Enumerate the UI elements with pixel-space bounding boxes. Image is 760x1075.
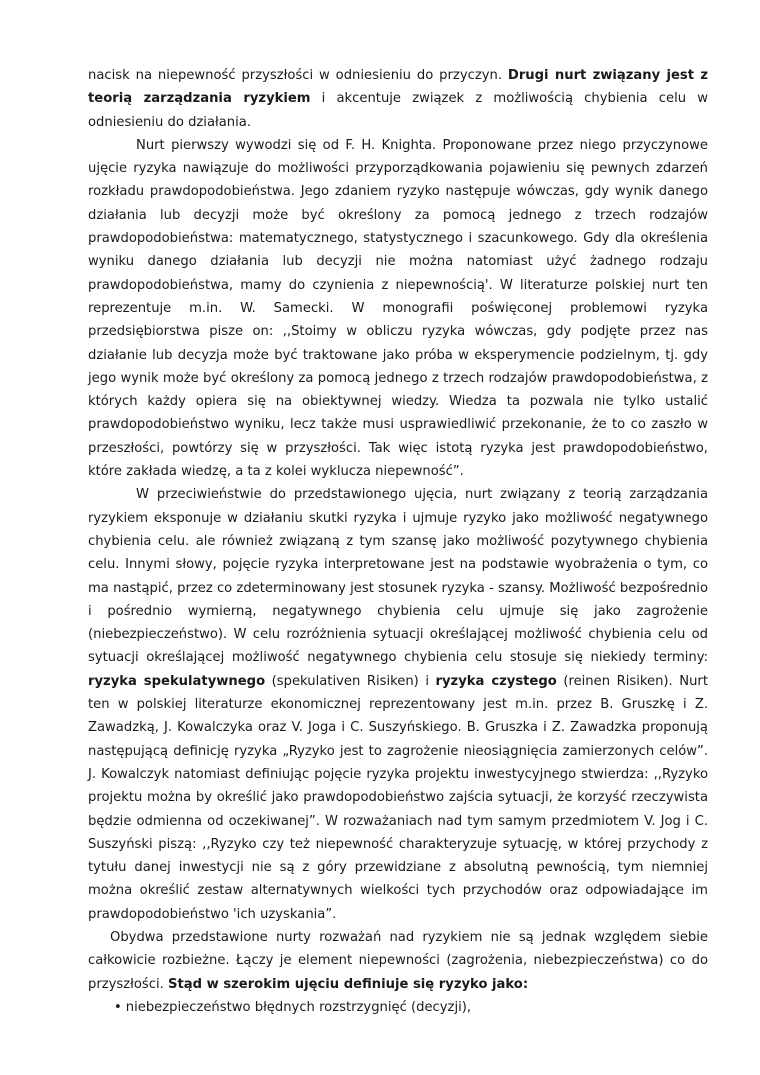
paragraph-1-text-b: i akcentuje związek z możliwością chybienia celu w odniesieniu do działania. bbox=[88, 91, 708, 130]
paragraph-4-text: Obydwa przedstawione nurty rozważań nad ryzykiem nie są jednak względem siebie całkowicie rozbieżne. Łączy je element niepewności (zagrożenia, niebezpieczeństwa) co do przyszłości. bbox=[88, 929, 708, 992]
bullet-marker: • bbox=[114, 999, 122, 1015]
paragraph-1 bbox=[88, 64, 708, 134]
paragraph-3-bold-speculative: ryzyka spekulatywnego bbox=[88, 673, 266, 689]
paragraph-2-text: Nurt pierwszy wywodzi się od F. H. Knighta. Proponowane przez niego przyczynowe ujęcie ryzyka nawiązuje do możliwości przyporządkowania pojawieniu się pewnych zdarzeń rozkładu prawdopodobieństwa. Jego zdaniem ryzyko następuje wówczas, gdy wynik danego działania lub decyzji może być określony za pomocą jednego z trzech rodzajów prawdopodobieństwa: matematycznego, statystycznego i szacunkowego. Gdy dla określenia wyniku danego działania lub decyzji nie można natomiast użyć żadnego rodzaju prawdopodobieństwa, mamy do czynienia z niepewnością'. W literaturze polskiej nurt ten reprezentuje m.in. W. Samecki. W monografii poświęconej problemowi ryzyka przedsiębiorstwa pisze on: ,,Stoimy w obliczu ryzyka wówczas, gdy podjęte przez nas działanie lub decyzja może być traktowane jako próba w eksperymencie podzielnym, tj. gdy jego wynik może być określony za pomocą jednego z trzech rodzajów prawdopodobieństwa, z których każdy opiera się na obiektywnej wiedzy. Wiedza ta pozwala nie tylko ustalić prawdopodobieństwo wyniku, lecz także musi usprawiedliwić przekonanie, że to co zaszło w przeszłości, powtórzy się w przyszłości. Tak więc istotą ryzyka jest prawdopodobieństwo, które zakłada wiedzę, a ta z kolei wyklucza niepewność”. bbox=[88, 137, 708, 480]
paragraph-3-text-a: W przeciwieństwie do przedstawionego ujęcia, nurt związany z teorią zarządzania ryzykiem eksponuje w działaniu skutki ryzyka i ujmuje ryzyko jako możliwość negatywnego chybienia celu. ale również związaną z tym szansę jako możliwość pozytywnego chybienia celu. Innymi słowy, pojęcie ryzyka interpretowane jest na podstawie wyobrażenia o tym, co ma nastąpić, przez co zdeterminowany jest stosunek ryzyka - szansy. Możliwość bezpośrednio i pośrednio wymierną, negatywnego chybienia celu ujmuje się jako zagrożenie (niebezpieczeństwo). W celu rozróżnienia sytuacji określającej możliwość chybienia celu od sytuacji określającej możliwość negatywnego chybienia celu stosuje się niekiedy terminy: bbox=[88, 487, 708, 666]
paragraph-3-text-c: (reinen Risiken). Nurt ten w polskiej literaturze ekonomicznej reprezentowany jest m.in. przez B. Gruszkę i Z. Zawadzką, J. Kowalczyka oraz V. Joga i C. Suszyńskiego. B. Gruszka i Z. Zawadzka proponują następującą definicję ryzyka „Ryzyko jest to zagrożenie nieosiągnięcia zamierzonych celów”. J. Kowalczyk natomiast definiując pojęcie ryzyka projektu inwestycyjnego stwierdza: ,,Ryzyko projektu można by określić jako prawdopodobieństwo zajścia sytuacji, że korzyść rzeczywista będzie odmienna od oczekiwanej”. W rozważaniach nad tym samym przedmiotem V. Jog i C. Suszyński piszą: ,,Ryzyko czy też niepewność charakteryzuje sytuację, w której przychody z tytułu danej inwestycji nie są z góry przewidziane z absolutną pewnością, tym niemniej można określić zestaw alternatywnych wielkości tych przychodów oraz odpowiadające im prawdopodobieństwo 'ich uzyskania”. bbox=[88, 673, 708, 922]
document-page bbox=[88, 64, 708, 1019]
paragraph-3 bbox=[88, 483, 708, 926]
bullet-item-text: niebezpieczeństwo błędnych rozstrzygnięć (decyzji), bbox=[125, 999, 472, 1015]
paragraph-4 bbox=[88, 926, 708, 996]
paragraph-1-text-a: nacisk na niepewność przyszłości w odniesieniu do przyczyn. bbox=[88, 68, 508, 83]
paragraph-4-bold: Stąd w szerokim ujęciu definiuje się ryzyko jako: bbox=[168, 976, 529, 992]
paragraph-1-bold: Drugi nurt związany jest z teorią zarządzania ryzykiem bbox=[88, 68, 708, 107]
paragraph-3-bold-pure: ryzyka czystego bbox=[435, 673, 557, 689]
paragraph-2 bbox=[88, 134, 708, 483]
paragraph-3-text-b: (spekulativen Risiken) i bbox=[265, 673, 436, 689]
bullet-list-item bbox=[88, 996, 708, 1019]
